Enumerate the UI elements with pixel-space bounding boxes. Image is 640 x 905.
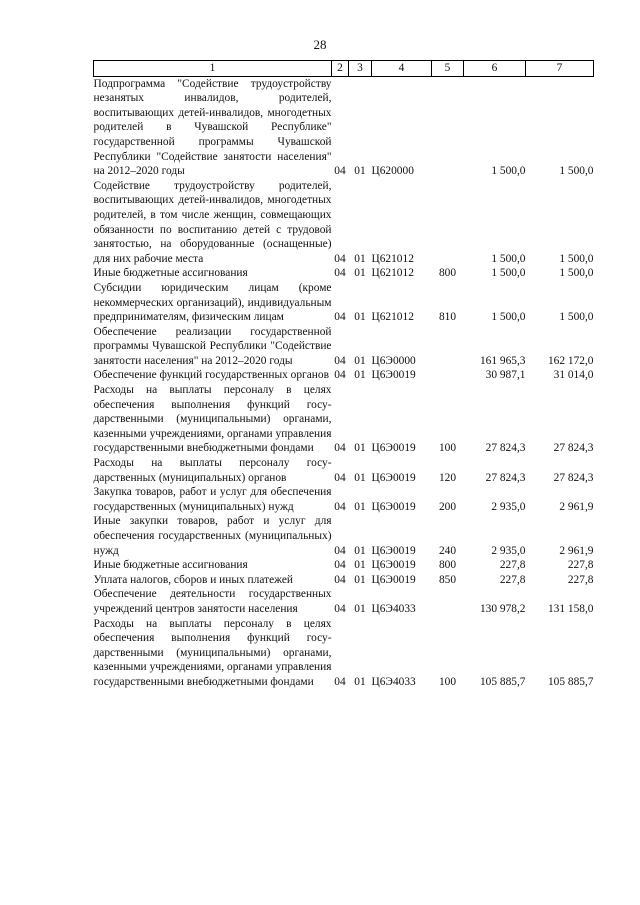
row-amount-year-1: 27 824,3	[485, 442, 526, 455]
row-target-code: Ц621012	[371, 252, 414, 265]
table-row	[94, 266, 594, 281]
row-name: Закупка товаров, работ и услуг для обеспечения государственных (муниципальных) нужд	[93, 486, 332, 513]
budget-table	[93, 60, 594, 690]
row-name: Содействие трудоустройству родителей, воспитывающих детей-инвалидов, многодетных родителей, в том числе женщин, совмещающих обязанности по воспитанию детей с трудовой занятостью, на оборудованные (оснащенные) для них рабочие места	[93, 179, 332, 265]
row-target-code: Ц6Э0019	[371, 544, 416, 557]
row-expense-type	[432, 76, 464, 179]
row-name: Расходы на выплаты персоналу в целях обеспечения выполнения функций государственными (муниципальными) органами, казенными учреждениями, органами управления государственными внебюджетными фондами	[93, 617, 332, 688]
row-section: 04	[334, 602, 346, 615]
row-expense-type	[432, 587, 464, 616]
row-section: 04	[334, 369, 346, 382]
row-target-code: Ц621012	[371, 267, 414, 280]
row-expense-type: 100	[438, 442, 457, 455]
row-amount-year-2: 1 500,0	[559, 267, 594, 280]
row-target-code: Ц620000	[371, 165, 414, 178]
row-amount-year-1: 1 500,0	[491, 311, 526, 324]
row-section: 04	[334, 573, 346, 586]
row-expense-type: 200	[438, 500, 457, 513]
table-row	[94, 76, 594, 179]
row-subsection: 01	[354, 559, 366, 572]
row-target-code: Ц6Э0019	[371, 369, 416, 382]
row-section: 04	[334, 354, 346, 367]
row-subsection: 01	[354, 544, 366, 557]
row-amount-year-1: 161 965,3	[479, 354, 526, 367]
row-subsection: 01	[354, 442, 366, 455]
row-amount-year-2: 27 824,3	[553, 442, 594, 455]
row-target-code: Ц6Э0000	[371, 354, 416, 367]
row-target-code: Ц6Э4033	[371, 602, 416, 615]
row-section: 04	[334, 544, 346, 557]
row-target-code: Ц6Э0019	[371, 559, 416, 572]
row-name: Расходы на выплаты персоналу государственных (муниципальных) органов	[93, 457, 332, 484]
header-col-2: 2	[332, 61, 349, 77]
row-amount-year-2: 27 824,3	[553, 471, 594, 484]
row-expense-type: 100	[438, 675, 457, 688]
row-name: Субсидии юридическим лицам (кроме некоммерческих организаций), индивидуальным предпринимателям, физическим лицам	[93, 281, 332, 324]
row-amount-year-1: 130 978,2	[479, 602, 526, 615]
row-amount-year-1: 1 500,0	[491, 252, 526, 265]
table-row	[94, 485, 594, 514]
row-section: 04	[334, 311, 346, 324]
header-col-6: 6	[464, 61, 526, 77]
row-name: Подпрограмма "Содействие трудоустройству незанятых инвалидов, родителей, воспитывающих детей-инвалидов, многодетных родителей в Чувашской Республике" государственной программы Чувашской Республики "Содействие занятости населения" на 2012–2020 годы	[93, 77, 332, 178]
table-row	[94, 573, 594, 588]
row-expense-type: 850	[438, 573, 457, 586]
row-expense-type: 800	[438, 559, 457, 572]
header-col-7: 7	[526, 61, 594, 77]
row-amount-year-1: 27 824,3	[485, 471, 526, 484]
header-col-3: 3	[349, 61, 372, 77]
row-amount-year-2: 1 500,0	[559, 165, 594, 178]
row-section: 04	[334, 165, 346, 178]
row-expense-type	[432, 179, 464, 267]
row-amount-year-2: 131 158,0	[547, 602, 594, 615]
header-row	[94, 61, 594, 77]
row-amount-year-1: 2 935,0	[491, 544, 526, 557]
row-name: Обеспечение деятельности государственных учреждений центров занятости населения	[93, 588, 332, 615]
row-name: Обеспечение функций государственных органов	[93, 369, 329, 382]
row-amount-year-2: 105 885,7	[547, 675, 594, 688]
header-col-4: 4	[372, 61, 432, 77]
table-row	[94, 179, 594, 267]
row-subsection: 01	[354, 252, 366, 265]
row-target-code: Ц6Э0019	[371, 471, 416, 484]
row-section: 04	[334, 559, 346, 572]
row-name: Иные бюджетные ассигнования	[93, 559, 248, 572]
row-amount-year-1: 105 885,7	[479, 675, 526, 688]
row-target-code: Ц6Э0019	[371, 500, 416, 513]
row-amount-year-2: 1 500,0	[559, 252, 594, 265]
row-amount-year-2: 1 500,0	[559, 311, 594, 324]
row-expense-type: 800	[438, 267, 457, 280]
row-target-code: Ц6Э0019	[371, 442, 416, 455]
table-row	[94, 514, 594, 558]
page-number: 28	[313, 37, 327, 52]
row-amount-year-2: 227,8	[567, 559, 594, 572]
row-section: 04	[334, 267, 346, 280]
row-subsection: 01	[354, 675, 366, 688]
table-row	[94, 383, 594, 456]
row-name: Уплата налогов, сборов и иных платежей	[93, 573, 293, 586]
row-target-code: Ц621012	[371, 311, 414, 324]
row-expense-type	[432, 368, 464, 383]
table-row	[94, 281, 594, 325]
row-section: 04	[334, 471, 346, 484]
row-amount-year-1: 1 500,0	[491, 267, 526, 280]
row-name: Иные бюджетные ассигнования	[93, 267, 248, 280]
row-subsection: 01	[354, 369, 366, 382]
row-section: 04	[334, 675, 346, 688]
table-row	[94, 558, 594, 573]
row-amount-year-2: 2 961,9	[559, 500, 594, 513]
row-name: Иные закупки товаров, работ и услуг для обеспечения государственных (муниципальных) нужд	[93, 515, 332, 557]
row-amount-year-1: 227,8	[499, 559, 526, 572]
row-target-code: Ц6Э0019	[371, 573, 416, 586]
row-subsection: 01	[354, 354, 366, 367]
row-expense-type	[432, 325, 464, 369]
table-body	[94, 76, 594, 689]
row-subsection: 01	[354, 267, 366, 280]
row-name: Обеспечение реализации государственной программы Чувашской Республики "Содействие занятости населения" на 2012–2020 годы	[93, 325, 332, 367]
row-expense-type: 810	[438, 311, 457, 324]
row-subsection: 01	[354, 165, 366, 178]
row-amount-year-2: 31 014,0	[553, 369, 594, 382]
table-row	[94, 456, 594, 485]
row-section: 04	[334, 442, 346, 455]
row-amount-year-1: 227,8	[499, 573, 526, 586]
row-subsection: 01	[354, 602, 366, 615]
table-row	[94, 368, 594, 383]
header-col-5: 5	[432, 61, 464, 77]
row-subsection: 01	[354, 500, 366, 513]
table-row	[94, 325, 594, 369]
row-subsection: 01	[354, 573, 366, 586]
row-amount-year-2: 227,8	[567, 573, 594, 586]
header-col-1: 1	[94, 61, 332, 77]
table-row	[94, 617, 594, 690]
row-section: 04	[334, 500, 346, 513]
table-row	[94, 587, 594, 616]
row-subsection: 01	[354, 311, 366, 324]
row-amount-year-1: 30 987,1	[485, 369, 526, 382]
row-amount-year-2: 2 961,9	[559, 544, 594, 557]
row-amount-year-1: 1 500,0	[491, 165, 526, 178]
row-amount-year-2: 162 172,0	[547, 354, 594, 367]
row-subsection: 01	[354, 471, 366, 484]
row-amount-year-1: 2 935,0	[491, 500, 526, 513]
row-target-code: Ц6Э4033	[371, 675, 416, 688]
row-expense-type: 240	[438, 544, 457, 557]
row-section: 04	[334, 252, 346, 265]
row-name: Расходы на выплаты персоналу в целях обеспечения выполнения функций государственными (муниципальными) органами, казенными учреждениями, органами управления государственными внебюджетными фондами	[93, 384, 332, 455]
row-expense-type: 120	[438, 471, 457, 484]
